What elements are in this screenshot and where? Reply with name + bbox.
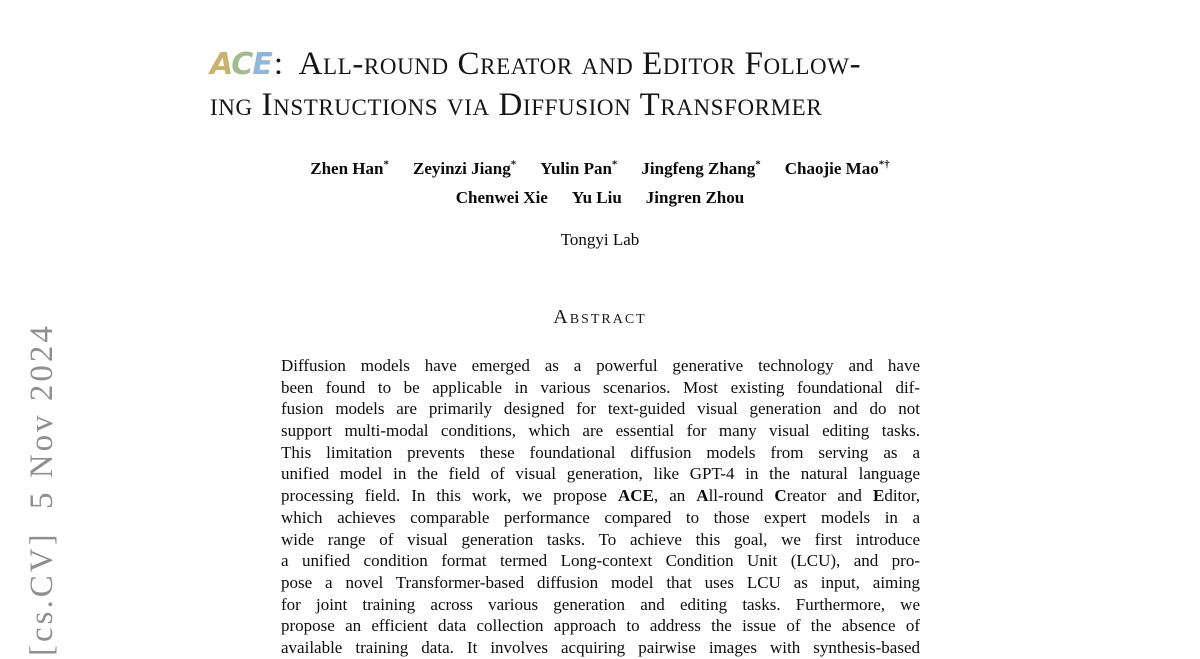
- paper-title: [210, 44, 1070, 125]
- author-superscript: *†: [878, 158, 890, 171]
- abstract-line: support multi-modal conditions, which are essential for many visual editing tasks.: [281, 421, 920, 441]
- author-name: Jingfeng Zhang*: [641, 158, 761, 178]
- author-name: Yulin Pan*: [540, 158, 618, 178]
- abstract-line: pose a novel Transformer-based diffusion model that uses LCU as input, aiming: [281, 572, 920, 592]
- author-superscript: *: [755, 158, 761, 171]
- abstract-line: Diffusion models have emerged as a powerful generative technology and have: [281, 356, 920, 375]
- author-block: [0, 154, 1200, 212]
- abstract-body: [281, 355, 920, 659]
- author-superscript: *: [611, 158, 618, 171]
- abstract-line: available training data. It involves acquiring pairwise images with synthesis-based: [281, 637, 920, 657]
- abstract-line: processing field. In this work, we propose ACE, an All-round Creator and Editor,: [281, 486, 920, 506]
- abstract-line: for joint training across various generation and editing tasks. Furthermore, we: [281, 594, 920, 614]
- author-row-2: [0, 183, 1200, 212]
- abstract-line: propose an efficient data collection approach to address the issue of the absence of: [281, 616, 920, 636]
- ace-logo-letter-c: C: [231, 47, 253, 82]
- author-row-1: [0, 154, 1200, 183]
- abstract-heading: Abstract: [553, 306, 647, 328]
- author-name: Chenwei Xie: [455, 188, 548, 207]
- ace-logo-letter-e: E: [252, 47, 272, 82]
- abstract-line: which achieves comparable performance compared to those expert models in a: [281, 507, 920, 527]
- title-text-line-1: All-round Creator and Editor Follow-: [298, 46, 862, 82]
- affiliation: Tongyi Lab: [560, 230, 640, 249]
- author-name: Yu Liu: [571, 188, 622, 207]
- paper-title-line-1: [210, 44, 1070, 85]
- abstract-line: wide range of visual generation tasks. To achieve this goal, we first introduce: [281, 529, 920, 549]
- abstract-line: a unified condition format termed Long-context Condition Unit (LCU), and pro-: [281, 551, 920, 571]
- abstract-line: fusion models are primarily designed for text-guided visual generation and do not: [281, 399, 920, 419]
- author-name: Zhen Han*: [310, 158, 389, 178]
- title-colon: :: [273, 46, 284, 82]
- author-name: Jingren Zhou: [645, 188, 745, 207]
- arxiv-watermark: [cs.CV] 5 Nov 2024: [24, 323, 60, 656]
- abstract-line: been found to be applicable in various scenarios. Most existing foundational dif-: [281, 377, 920, 397]
- author-name: Chaojie Mao*†: [784, 158, 890, 178]
- ace-logo: [210, 47, 272, 82]
- author-superscript: *: [383, 158, 389, 171]
- author-name: Zeyinzi Jiang*: [412, 158, 517, 178]
- abstract-line: unified model in the field of visual generation, like GPT-4 in the natural language: [281, 464, 920, 484]
- paper-title-line-2: ing Instructions via Diffusion Transformer: [210, 87, 823, 123]
- ace-logo-letter-a: A: [210, 47, 232, 82]
- author-superscript: *: [510, 158, 517, 171]
- abstract-line: This limitation prevents these foundational diffusion models from serving as a: [281, 442, 920, 462]
